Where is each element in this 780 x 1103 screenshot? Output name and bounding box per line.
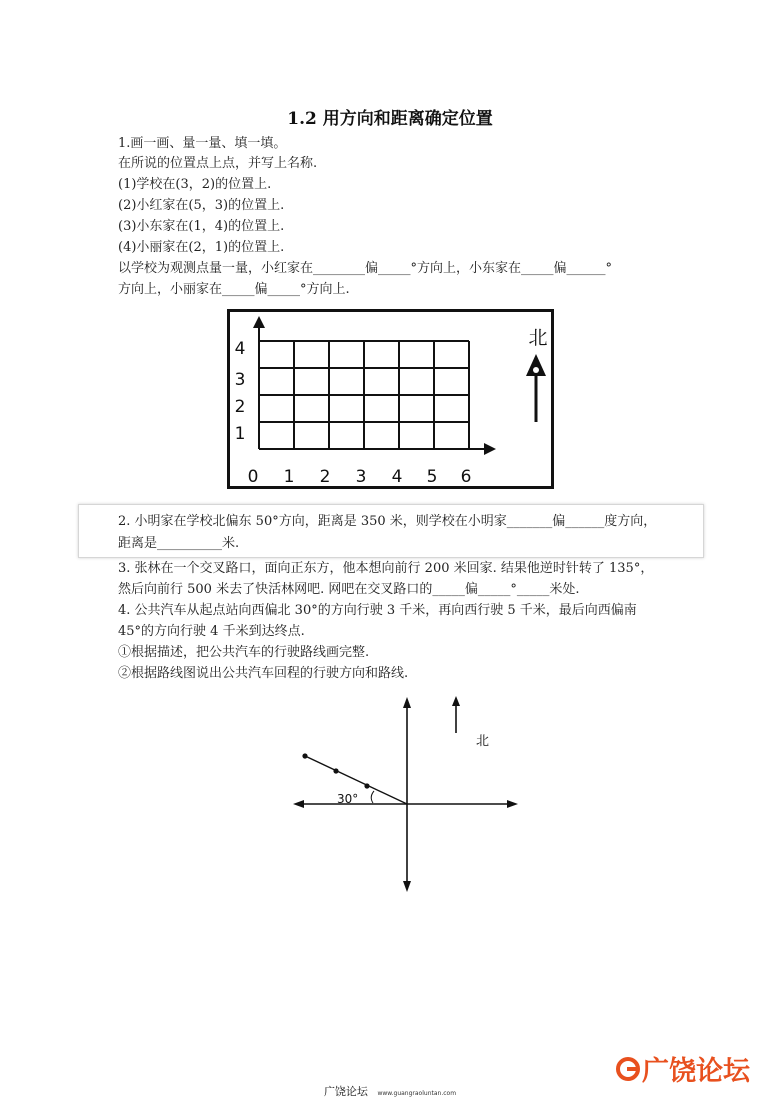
page-footer [0,1083,780,1099]
q3-line-2: 然后向前行 500 米去了快活林网吧. 网吧在交叉路口的_____偏_____°_____米处. [118,582,580,597]
q3-line-1: 3. 张林在一个交叉路口，面向正东方，他本想向前行 200 米回家. 结果他逆时针转了 135°， [118,561,654,576]
q1-item-2: (2)小红家在(5，3)的位置上. [118,198,285,213]
q2-line-2: 距离是__________米. [118,536,240,551]
y-axis-label: 2 [234,397,246,417]
x-axis-label: 0 [247,467,259,486]
q1-item-1: (1)学校在(3，2)的位置上. [118,177,272,192]
angle-arc [371,791,374,803]
angle-label: 30° [337,792,359,806]
y-axis-label: 1 [234,424,246,444]
x-axis-label: 4 [391,467,403,486]
q2-line-1: 2. 小明家在学校北偏东 50°方向，距离是 350 米，则学校在小明家_______偏______度方向， [118,514,657,529]
q1-item-3: (3)小东家在(1，4)的位置上. [118,219,285,234]
q4-task-1: ①根据描述，把公共汽车的行驶路线画完整. [118,645,370,660]
x-axis-label: 1 [283,467,295,486]
footer-site: www.guangraoluntan.com [377,1090,457,1097]
route-point [333,768,338,773]
north-label: 北 [528,327,548,349]
north-arrow-icon [452,696,460,706]
x-axis-label: 3 [355,467,367,486]
q1-fill-line-1: 以学校为观测点量一量，小红家在________偏_____°方向上，小东家在_____偏______° [118,261,613,276]
north-axis-arrow-icon [403,697,411,708]
q1-fill-line-2: 方向上，小丽家在_____偏_____°方向上. [118,282,350,297]
route-point [364,783,369,788]
x-axis-label: 2 [319,467,331,486]
route-point [302,753,307,758]
east-axis-arrow-icon [507,800,518,808]
q1-heading: 1.画一画、量一量、填一填。 [118,136,287,151]
y-axis-label: 3 [234,370,246,390]
west-axis-arrow-icon [293,800,304,808]
page-title: 1.2 用方向和距离确定位置 [287,109,493,129]
north-label: 北 [476,734,490,749]
footer-label: 广饶论坛 [323,1085,368,1098]
x-axis-label: 6 [460,467,472,486]
q1-item-4: (4)小丽家在(2，1)的位置上. [118,240,285,255]
x-axis-label: 5 [426,467,438,486]
q4-line-2: 45°的方向行驶 4 千米到达终点. [118,624,305,639]
south-axis-arrow-icon [403,881,411,892]
y-axis-label: 4 [234,339,246,359]
q4-line-1: 4. 公共汽车从起点站向西偏北 30°的方向行驶 3 千米，再向西行驶 5 千米，最后向西偏南 [118,603,637,618]
q1-instruction: 在所说的位置点上点，并写上名称. [118,156,318,171]
svg-text:广饶论坛: 广饶论坛 [642,1056,750,1087]
q4-task-2: ②根据路线图说出公共汽车回程的行驶方向和路线. [118,666,409,681]
